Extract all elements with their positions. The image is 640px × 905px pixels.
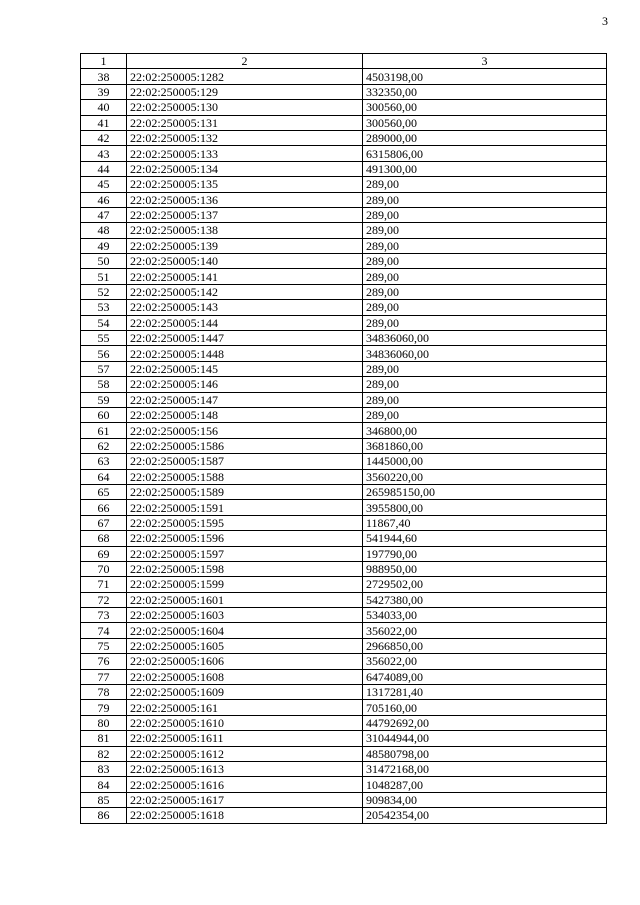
cadastral-value: 5427380,00 (363, 592, 607, 607)
table-row (81, 69, 607, 84)
row-number: 48 (81, 223, 127, 238)
cadastral-number: 22:02:250005:1591 (127, 500, 363, 515)
cadastral-number: 22:02:250005:146 (127, 377, 363, 392)
row-number: 59 (81, 392, 127, 407)
cadastral-value: 300560,00 (363, 115, 607, 130)
cadastral-number: 22:02:250005:1589 (127, 484, 363, 499)
cadastral-number: 22:02:250005:136 (127, 192, 363, 207)
cadastral-value: 20542354,00 (363, 808, 607, 823)
table-row (81, 423, 607, 438)
row-number: 39 (81, 84, 127, 99)
row-number: 58 (81, 377, 127, 392)
table-row (81, 761, 607, 776)
row-number: 72 (81, 592, 127, 607)
table-row (81, 808, 607, 823)
cadastral-value: 11867,40 (363, 515, 607, 530)
cadastral-number: 22:02:250005:139 (127, 238, 363, 253)
cadastral-value: 491300,00 (363, 161, 607, 176)
table-row (81, 700, 607, 715)
table-row (81, 531, 607, 546)
table-row (81, 654, 607, 669)
cadastral-value: 332350,00 (363, 84, 607, 99)
cadastral-value: 356022,00 (363, 654, 607, 669)
table-row (81, 623, 607, 638)
row-number: 64 (81, 469, 127, 484)
row-number: 67 (81, 515, 127, 530)
table-body (81, 69, 607, 823)
table-row (81, 561, 607, 576)
row-number: 83 (81, 761, 127, 776)
row-number: 38 (81, 69, 127, 84)
table-row (81, 300, 607, 315)
cadastral-number: 22:02:250005:138 (127, 223, 363, 238)
cadastral-value: 356022,00 (363, 623, 607, 638)
table-row (81, 731, 607, 746)
table-row (81, 238, 607, 253)
table-row (81, 407, 607, 422)
table-row (81, 438, 607, 453)
row-number: 76 (81, 654, 127, 669)
cadastral-value: 3560220,00 (363, 469, 607, 484)
table-row (81, 377, 607, 392)
cadastral-number: 22:02:250005:1595 (127, 515, 363, 530)
cadastral-value: 289,00 (363, 407, 607, 422)
table-row (81, 284, 607, 299)
cadastral-value: 289,00 (363, 315, 607, 330)
cadastral-number: 22:02:250005:132 (127, 130, 363, 145)
table-row (81, 792, 607, 807)
row-number: 69 (81, 546, 127, 561)
table-row (81, 100, 607, 115)
table-row (81, 346, 607, 361)
cadastral-value: 44792692,00 (363, 715, 607, 730)
cadastral-number: 22:02:250005:1603 (127, 608, 363, 623)
cadastral-value: 4503198,00 (363, 69, 607, 84)
row-number: 41 (81, 115, 127, 130)
cadastral-number: 22:02:250005:1597 (127, 546, 363, 561)
cadastral-value: 289,00 (363, 377, 607, 392)
cadastral-number: 22:02:250005:140 (127, 254, 363, 269)
row-number: 66 (81, 500, 127, 515)
cadastral-number: 22:02:250005:148 (127, 407, 363, 422)
cadastral-value: 1048287,00 (363, 777, 607, 792)
cadastral-number: 22:02:250005:137 (127, 207, 363, 222)
cadastral-number: 22:02:250005:1609 (127, 685, 363, 700)
cadastral-value: 3955800,00 (363, 500, 607, 515)
row-number: 52 (81, 284, 127, 299)
column-header-2: 2 (127, 54, 363, 69)
cadastral-number: 22:02:250005:1598 (127, 561, 363, 576)
row-number: 43 (81, 146, 127, 161)
cadastral-value: 31044944,00 (363, 731, 607, 746)
cadastral-value: 289000,00 (363, 130, 607, 145)
row-number: 79 (81, 700, 127, 715)
cadastral-number: 22:02:250005:1611 (127, 731, 363, 746)
cadastral-value: 541944,60 (363, 531, 607, 546)
row-number: 51 (81, 269, 127, 284)
cadastral-value: 289,00 (363, 300, 607, 315)
cadastral-value: 289,00 (363, 254, 607, 269)
cadastral-number: 22:02:250005:1606 (127, 654, 363, 669)
cadastral-value: 289,00 (363, 284, 607, 299)
row-number: 70 (81, 561, 127, 576)
cadastral-value: 6315806,00 (363, 146, 607, 161)
row-number: 74 (81, 623, 127, 638)
table-row (81, 746, 607, 761)
row-number: 75 (81, 638, 127, 653)
cadastral-number: 22:02:250005:131 (127, 115, 363, 130)
cadastral-number: 22:02:250005:1601 (127, 592, 363, 607)
row-number: 81 (81, 731, 127, 746)
row-number: 49 (81, 238, 127, 253)
cadastral-number: 22:02:250005:1599 (127, 577, 363, 592)
cadastral-number: 22:02:250005:134 (127, 161, 363, 176)
table-row (81, 392, 607, 407)
cadastral-value: 34836060,00 (363, 331, 607, 346)
cadastral-number: 22:02:250005:1605 (127, 638, 363, 653)
table-row (81, 685, 607, 700)
cadastral-number: 22:02:250005:143 (127, 300, 363, 315)
header-row (81, 54, 607, 69)
cadastral-value: 705160,00 (363, 700, 607, 715)
table-row (81, 361, 607, 376)
cadastral-number: 22:02:250005:1596 (127, 531, 363, 546)
cadastral-number: 22:02:250005:130 (127, 100, 363, 115)
table-row (81, 192, 607, 207)
cadastral-value: 31472168,00 (363, 761, 607, 776)
row-number: 61 (81, 423, 127, 438)
cadastral-number: 22:02:250005:135 (127, 177, 363, 192)
cadastral-value: 289,00 (363, 192, 607, 207)
row-number: 53 (81, 300, 127, 315)
table-row (81, 269, 607, 284)
cadastral-number: 22:02:250005:1604 (127, 623, 363, 638)
cadastral-value: 6474089,00 (363, 669, 607, 684)
row-number: 50 (81, 254, 127, 269)
cadastral-value: 265985150,00 (363, 484, 607, 499)
cadastral-number: 22:02:250005:1588 (127, 469, 363, 484)
table-row (81, 130, 607, 145)
table-row (81, 223, 607, 238)
row-number: 85 (81, 792, 127, 807)
row-number: 82 (81, 746, 127, 761)
row-number: 45 (81, 177, 127, 192)
page-number: 3 (602, 14, 608, 28)
row-number: 54 (81, 315, 127, 330)
cadastral-number: 22:02:250005:1618 (127, 808, 363, 823)
cadastral-value: 197790,00 (363, 546, 607, 561)
table-row (81, 608, 607, 623)
cadastral-number: 22:02:250005:1586 (127, 438, 363, 453)
cadastral-number: 22:02:250005:1610 (127, 715, 363, 730)
cadastral-value: 289,00 (363, 223, 607, 238)
cadastral-value: 289,00 (363, 238, 607, 253)
cadastral-number: 22:02:250005:1447 (127, 331, 363, 346)
table-row (81, 146, 607, 161)
table-row (81, 592, 607, 607)
row-number: 71 (81, 577, 127, 592)
cadastral-value: 346800,00 (363, 423, 607, 438)
table-row (81, 115, 607, 130)
row-number: 84 (81, 777, 127, 792)
table-row (81, 84, 607, 99)
table-row (81, 669, 607, 684)
row-number: 73 (81, 608, 127, 623)
cadastral-value: 988950,00 (363, 561, 607, 576)
table-row (81, 469, 607, 484)
cadastral-value: 1445000,00 (363, 454, 607, 469)
row-number: 44 (81, 161, 127, 176)
cadastral-number: 22:02:250005:1448 (127, 346, 363, 361)
row-number: 78 (81, 685, 127, 700)
row-number: 60 (81, 407, 127, 422)
cadastral-value: 289,00 (363, 361, 607, 376)
cadastral-value: 2729502,00 (363, 577, 607, 592)
cadastral-value: 289,00 (363, 269, 607, 284)
table-row (81, 500, 607, 515)
cadastral-number: 22:02:250005:144 (127, 315, 363, 330)
cadastral-number: 22:02:250005:1617 (127, 792, 363, 807)
row-number: 42 (81, 130, 127, 145)
cadastral-number: 22:02:250005:1587 (127, 454, 363, 469)
cadastral-number: 22:02:250005:142 (127, 284, 363, 299)
cadastral-number: 22:02:250005:145 (127, 361, 363, 376)
cadastral-number: 22:02:250005:1282 (127, 69, 363, 84)
row-number: 62 (81, 438, 127, 453)
table-row (81, 515, 607, 530)
row-number: 86 (81, 808, 127, 823)
row-number: 56 (81, 346, 127, 361)
cadastral-number: 22:02:250005:141 (127, 269, 363, 284)
cadastral-value: 3681860,00 (363, 438, 607, 453)
table-row (81, 777, 607, 792)
table-row (81, 715, 607, 730)
cadastral-value: 34836060,00 (363, 346, 607, 361)
table-row (81, 454, 607, 469)
cadastral-number: 22:02:250005:1612 (127, 746, 363, 761)
cadastral-number: 22:02:250005:1613 (127, 761, 363, 776)
row-number: 46 (81, 192, 127, 207)
cadastral-value: 534033,00 (363, 608, 607, 623)
cadastral-value: 300560,00 (363, 100, 607, 115)
table-row (81, 315, 607, 330)
table-row (81, 161, 607, 176)
table-row (81, 546, 607, 561)
row-number: 77 (81, 669, 127, 684)
row-number: 55 (81, 331, 127, 346)
parcel-table (80, 53, 607, 824)
cadastral-value: 909834,00 (363, 792, 607, 807)
column-header-1: 1 (81, 54, 127, 69)
cadastral-number: 22:02:250005:129 (127, 84, 363, 99)
row-number: 47 (81, 207, 127, 222)
row-number: 80 (81, 715, 127, 730)
row-number: 63 (81, 454, 127, 469)
cadastral-number: 22:02:250005:156 (127, 423, 363, 438)
cadastral-value: 289,00 (363, 177, 607, 192)
cadastral-value: 2966850,00 (363, 638, 607, 653)
column-header-3: 3 (363, 54, 607, 69)
cadastral-value: 289,00 (363, 392, 607, 407)
table-row (81, 577, 607, 592)
row-number: 65 (81, 484, 127, 499)
cadastral-value: 289,00 (363, 207, 607, 222)
table-row (81, 331, 607, 346)
table-row (81, 207, 607, 222)
row-number: 57 (81, 361, 127, 376)
cadastral-number: 22:02:250005:161 (127, 700, 363, 715)
cadastral-value: 1317281,40 (363, 685, 607, 700)
cadastral-value: 48580798,00 (363, 746, 607, 761)
cadastral-number: 22:02:250005:1616 (127, 777, 363, 792)
row-number: 68 (81, 531, 127, 546)
cadastral-number: 22:02:250005:1608 (127, 669, 363, 684)
row-number: 40 (81, 100, 127, 115)
table-row (81, 177, 607, 192)
table-row (81, 638, 607, 653)
cadastral-number: 22:02:250005:133 (127, 146, 363, 161)
table-row (81, 254, 607, 269)
cadastral-number: 22:02:250005:147 (127, 392, 363, 407)
table-row (81, 484, 607, 499)
